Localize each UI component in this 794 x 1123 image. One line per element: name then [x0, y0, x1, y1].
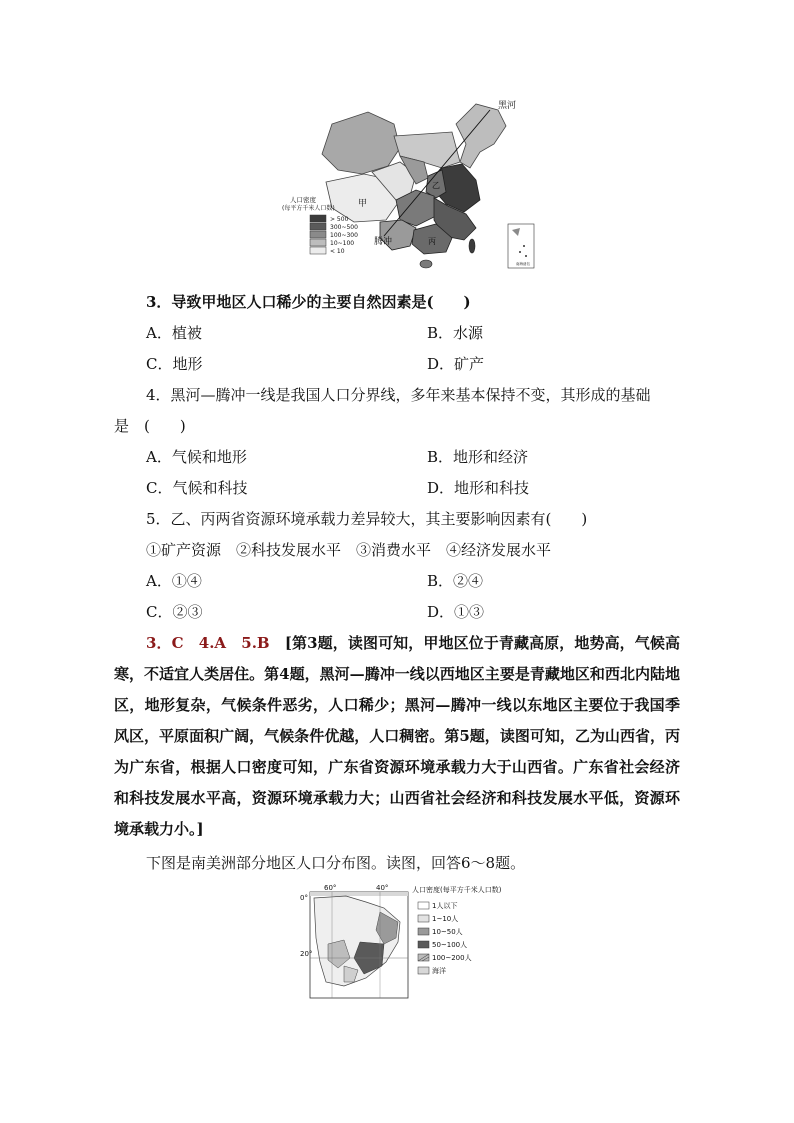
q4-option-a[interactable]: A．气候和地形: [146, 448, 247, 466]
q3-option-b[interactable]: B．水源: [427, 324, 484, 342]
q5-option-a[interactable]: A．①④: [146, 572, 202, 590]
legend-item: 100~300: [330, 232, 358, 239]
inset-label: 南海诸岛: [516, 262, 530, 266]
q5-option-b[interactable]: B．②④: [427, 572, 484, 590]
sa-legend-item: 10~50人: [432, 928, 463, 936]
section-intro: 下图是南美洲部分地区人口分布图。读图，回答6～8题。: [146, 854, 526, 872]
region-bing-label: 丙: [428, 237, 436, 246]
q4-stem-line2: 是 ( ): [114, 417, 186, 435]
q3-option-d[interactable]: D．矿产: [427, 355, 485, 373]
answer-block: [114, 628, 680, 845]
lon-60-label: 60°: [324, 884, 337, 892]
lon-40-label: 40°: [376, 884, 389, 892]
lat-20-label: 20°: [300, 950, 313, 958]
sa-legend-item: 海洋: [432, 967, 446, 975]
tengchong-label: 腾冲: [374, 237, 393, 247]
q4-option-d[interactable]: D．地形和科技: [427, 479, 530, 497]
south-america-population-map: [300, 882, 532, 1000]
lat-0-label: 0°: [300, 894, 308, 902]
sa-legend-item: 1~10人: [432, 915, 459, 923]
sa-legend-item: 100~200人: [432, 954, 472, 962]
q5-factors: ①矿产资源 ②科技发展水平 ③消费水平 ④经济发展水平: [146, 541, 552, 559]
region-yi-label: 乙: [432, 181, 440, 190]
q3-option-c[interactable]: C．地形: [146, 355, 203, 373]
q3-stem: 3．导致甲地区人口稀少的主要自然因素是( ): [146, 293, 471, 311]
heihe-label: 黑河: [498, 101, 517, 111]
answer-explanation: [第3题，读图可知，甲地区位于青藏高原，地势高，气候高寒，不适宜人类居住。第4题，黑河—腾冲一线以西地区主要是青藏地区和西北内陆地区，地形复杂，气候条件恶劣，人口稀少；黑河—腾冲一线以东地区主要位于我国季风区，平原面积广阔，气候条件优越，人口稠密。第5题，读图可知，乙为山西省，丙为广东省，根据人口密度可知，广东省资源环境承载力大于山西省。广东省社会经济和科技发展水平高，资源环境承载力大；山西省社会经济和科技发展水平低，资源环境承载力小。]: [114, 634, 680, 838]
region-jia-label: 甲: [358, 199, 368, 209]
legend-item: 10~100: [330, 240, 355, 247]
answer-key: 3．C 4.A 5.B: [146, 634, 270, 652]
legend-item: < 10: [330, 248, 345, 255]
q4-option-c[interactable]: C．气候和科技: [146, 479, 248, 497]
legend-item: 300~500: [330, 224, 358, 231]
q5-option-c[interactable]: C．②③: [146, 603, 203, 621]
legend-title: 人口密度: [290, 196, 316, 204]
legend-item: > 500: [330, 216, 349, 223]
legend-unit: (每平方千米人口数): [282, 205, 335, 212]
sa-legend-title: 人口密度(每平方千米人口数): [412, 886, 502, 894]
q3-option-a[interactable]: A．植被: [146, 324, 202, 342]
q4-stem-line1: 4．黑河—腾冲一线是我国人口分界线，多年来基本保持不变，其形成的基础: [146, 386, 651, 404]
q5-stem: 5．乙、丙两省资源环境承载力差异较大，其主要影响因素有( ): [146, 510, 588, 528]
sa-legend-item: 1人以下: [432, 902, 458, 910]
q4-option-b[interactable]: B．地形和经济: [427, 448, 529, 466]
q5-option-d[interactable]: D．①③: [427, 603, 485, 621]
sa-legend-item: 50~100人: [432, 941, 468, 949]
china-population-map: [276, 96, 538, 272]
